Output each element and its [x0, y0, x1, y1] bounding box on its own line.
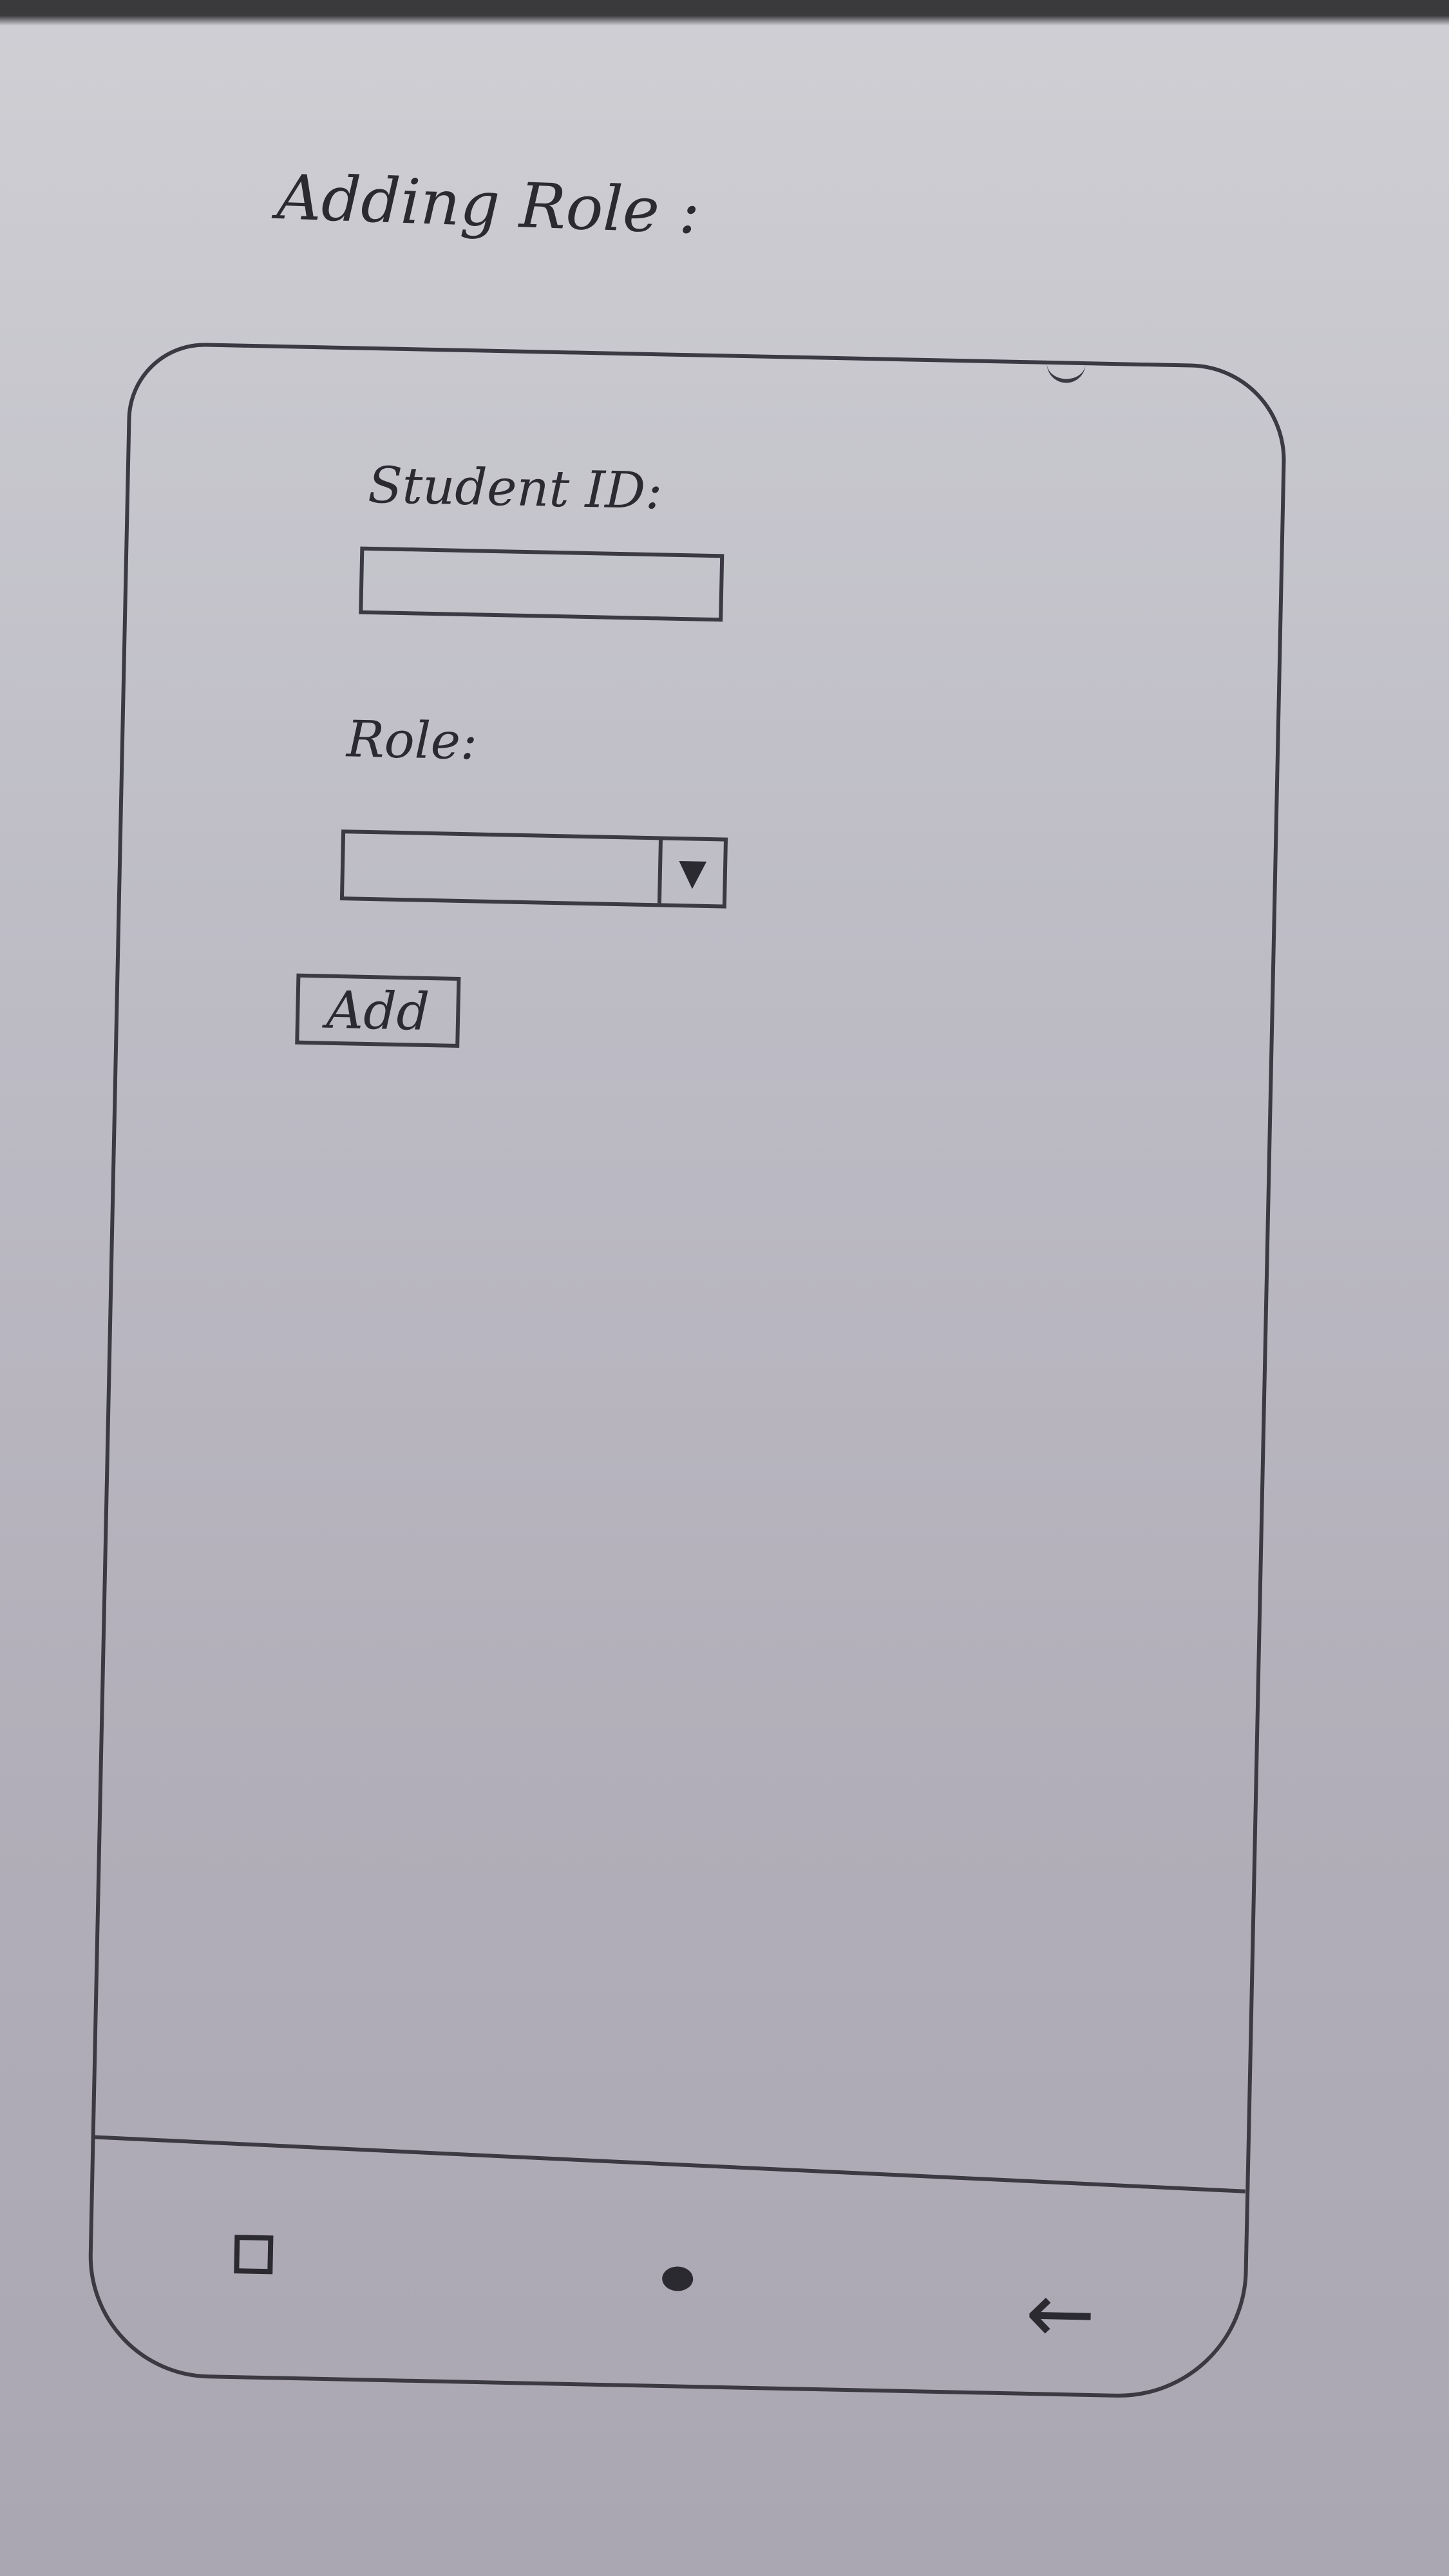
- student-id-input[interactable]: [363, 551, 720, 618]
- home-icon[interactable]: [662, 2266, 694, 2291]
- add-button[interactable]: Add: [295, 974, 460, 1048]
- student-id-field-wrapper: [359, 547, 724, 622]
- back-arrow-icon[interactable]: ←: [1024, 2263, 1097, 2363]
- phone-notch: [1046, 359, 1086, 383]
- photo-top-edge: [0, 0, 1449, 26]
- page-title: Adding Role :: [276, 161, 701, 248]
- role-dropdown-value: [344, 833, 663, 903]
- phone-frame: [86, 341, 1288, 2400]
- student-id-label: Student ID:: [367, 456, 663, 521]
- nav-bar-divider: [95, 2136, 1245, 2193]
- recents-icon[interactable]: [227, 2228, 280, 2281]
- role-dropdown[interactable]: [340, 829, 728, 909]
- role-label: Role:: [346, 710, 478, 772]
- chevron-down-icon[interactable]: ▼: [678, 851, 707, 894]
